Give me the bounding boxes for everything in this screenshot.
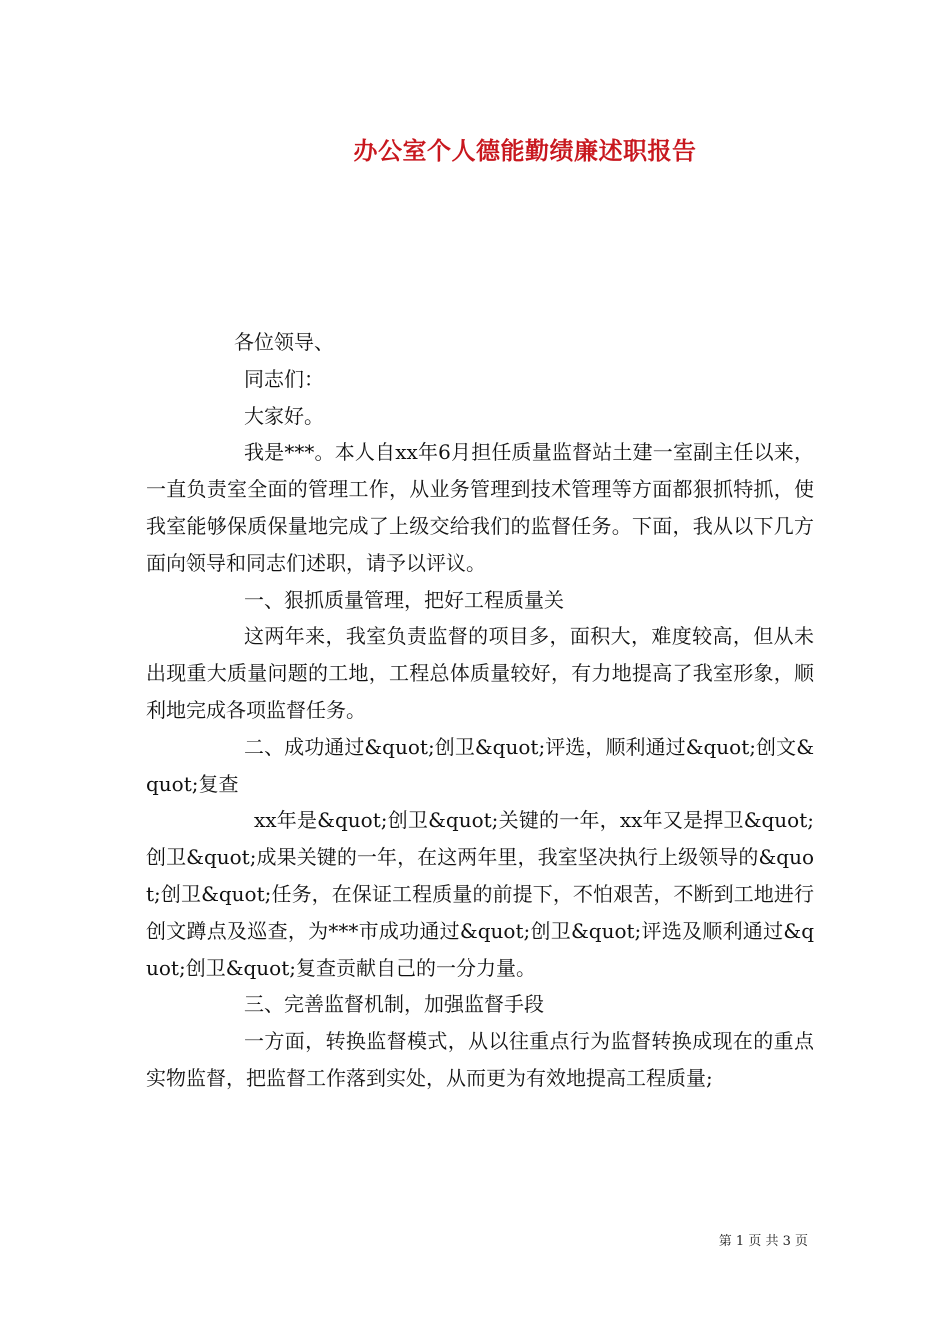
document-body	[146, 324, 814, 1097]
document-title: 办公室个人德能勤绩廉述职报告	[353, 136, 697, 165]
section-heading-1: 一、狠抓质量管理，把好工程质量关	[244, 587, 564, 612]
salutation-leaders: 各位领导、	[234, 330, 334, 354]
section-1-paragraph: 这两年来，我室负责监督的项目多，面积大，难度较高，但从未出现重大质量问题的工地，工程总体质量较好，有力地提高了我室形象，顺利地完成各项监督任务。	[146, 624, 814, 722]
page-indicator: 第 1 页 共 3 页	[718, 1234, 808, 1249]
section-heading-2: 二、成功通过&quot;创卫&quot;评选，顺利通过&quot;创文&quot;复查	[146, 734, 814, 796]
salutation-comrades: 同志们：	[244, 366, 324, 391]
section-2-paragraph: xx年是&quot;创卫&quot;关键的一年，xx年又是捍卫&quot;创卫&quot;成果关键的一年，在这两年里，我室坚决执行上级领导的&quot;创卫&quot;任务，在保证工程质量的前提下，不怕艰苦，不断到工地进行创文蹲点及巡查，为***市成功通过&quot;创卫&quot;评选及顺利通过&quot;创卫&quot;复查贡献自己的一分力量。	[146, 808, 814, 980]
section-heading-3: 三、完善监督机制，加强监督手段	[244, 992, 544, 1017]
intro-paragraph: 我是***。本人自xx年6月担任质量监督站土建一室副主任以来，一直负责室全面的管理工作，从业务管理到技术管理等方面都狠抓特抓，使我室能够保质保量地完成了上级交给我们的监督任务。下面，我从以下几方面向领导和同志们述职，请予以评议。	[146, 440, 814, 575]
greeting: 大家好。	[244, 403, 324, 428]
section-3-paragraph: 一方面，转换监督模式，从以往重点行为监督转换成现在的重点实物监督，把监督工作落到实处，从而更为有效地提高工程质量;	[146, 1029, 814, 1090]
